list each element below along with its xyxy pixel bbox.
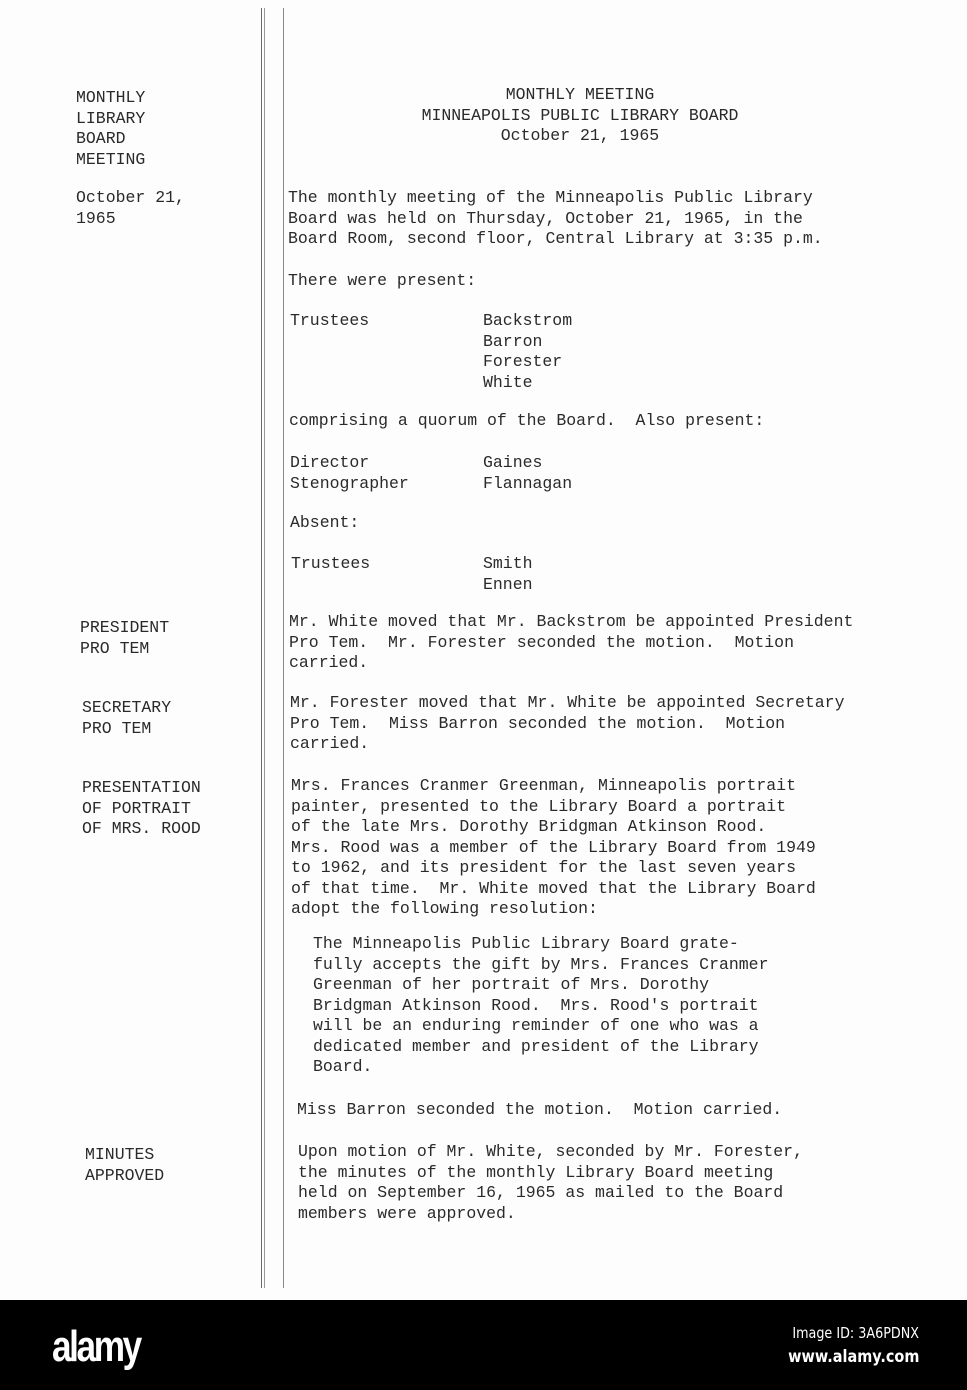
- text-line: dedicated member and president of the Library: [313, 1036, 759, 1056]
- text-line: Stenographer: [290, 473, 409, 493]
- text-line: to 1962, and its president for the last seven years: [291, 858, 796, 877]
- margin-note-minutes: [85, 1145, 164, 1186]
- paragraph-portrait: [291, 776, 816, 920]
- text-line: LIBRARY: [76, 108, 146, 128]
- staff-names: [483, 453, 572, 494]
- margin-rule: [283, 8, 284, 1288]
- margin-note-president: [80, 618, 169, 659]
- text-line: of the late Mrs. Dorothy Bridgman Atkinson Rood.: [291, 817, 767, 836]
- text-line: Miss Barron seconded the motion. Motion carried.: [297, 1100, 783, 1119]
- text-line: Bridgman Atkinson Rood. Mrs. Rood's portrait: [313, 995, 759, 1015]
- text-line: MEETING: [76, 149, 146, 169]
- text-line: PRESENTATION: [82, 778, 201, 797]
- paragraph-intro: [288, 188, 823, 250]
- text-line: Greenman of her portrait of Mrs. Dorothy: [313, 975, 710, 994]
- document-title: [390, 85, 770, 147]
- text-line: Mr. White moved that Mr. Backstrom be appointed President: [289, 612, 854, 631]
- quorum-text: [289, 411, 764, 432]
- text-line: carried.: [289, 653, 369, 672]
- text-line: Gaines: [483, 453, 543, 472]
- text-line: will be an enduring reminder of one who was a: [313, 1016, 759, 1035]
- text-line: Mrs. Frances Cranmer Greenman, Minneapolis portrait: [291, 776, 796, 795]
- text-line: held on September 16, 1965 as mailed to the Board: [298, 1183, 784, 1202]
- paragraph-seconded: [297, 1100, 782, 1121]
- text-line: SECRETARY: [82, 698, 172, 717]
- text-line: There were present:: [288, 271, 477, 290]
- text-line: Absent:: [290, 513, 360, 532]
- image-id: Image ID: 3A6PDNX: [792, 1324, 919, 1342]
- text-line: Upon motion of Mr. White, seconded by Mr. Forester,: [298, 1142, 803, 1161]
- text-line: PRESIDENT: [80, 618, 170, 637]
- text-line: Barron: [483, 331, 543, 351]
- text-line: Trustees: [291, 554, 371, 573]
- text-line: The Minneapolis Public Library Board grate-: [313, 934, 739, 953]
- text-line: The monthly meeting of the Minneapolis Public Library: [288, 188, 813, 207]
- absent-label: [290, 513, 359, 534]
- text-line: painter, presented to the Library Board a portrait: [291, 796, 787, 816]
- margin-rule: [261, 8, 262, 1288]
- text-line: Board was held on Thursday, October 21, 1965, in the: [288, 208, 803, 228]
- text-line: MINNEAPOLIS PUBLIC LIBRARY BOARD: [421, 105, 739, 125]
- margin-note-meeting: [76, 88, 145, 170]
- text-line: OF PORTRAIT: [82, 798, 191, 818]
- text-line: Mr. Forester moved that Mr. White be appointed Secretary: [290, 693, 845, 712]
- text-line: Board.: [313, 1057, 373, 1076]
- alamy-logo: alamy: [52, 1322, 140, 1371]
- trustees-label: [290, 311, 369, 332]
- text-line: OF MRS. ROOD: [82, 819, 201, 838]
- text-line: Backstrom: [483, 311, 573, 330]
- text-line: Director: [290, 453, 370, 472]
- text-line: Pro Tem. Mr. Forester seconded the motion. Motion: [289, 632, 794, 652]
- text-line: Flannagan: [483, 473, 573, 493]
- staff-roles: [290, 453, 409, 494]
- text-line: of that time. Mr. White moved that the Library Board: [291, 878, 816, 898]
- text-line: comprising a quorum of the Board. Also present:: [289, 411, 765, 430]
- margin-note-date: [76, 188, 185, 229]
- text-line: Forester: [483, 352, 563, 371]
- paragraph-president: [289, 612, 853, 674]
- text-line: PRO TEM: [80, 638, 150, 658]
- trustees-list: [483, 311, 572, 393]
- text-line: the minutes of the monthly Library Board meeting: [298, 1162, 774, 1182]
- text-line: BOARD: [76, 129, 126, 148]
- text-line: adopt the following resolution:: [291, 899, 598, 918]
- margin-note-portrait: [82, 778, 201, 840]
- margin-rule: [264, 8, 265, 1288]
- site-url: www.alamy.com: [787, 1347, 919, 1367]
- text-line: fully accepts the gift by Mrs. Frances Cranmer: [313, 954, 769, 974]
- absent-trustees-label: [291, 554, 370, 575]
- text-line: Mrs. Rood was a member of the Library Board from 1949: [291, 837, 816, 857]
- text-line: 1965: [76, 208, 116, 228]
- text-line: Smith: [483, 554, 533, 573]
- text-line: October 21, 1965: [500, 126, 660, 145]
- text-line: PRO TEM: [82, 718, 152, 738]
- text-line: members were approved.: [298, 1203, 516, 1223]
- resolution-text: [313, 934, 768, 1078]
- text-line: White: [483, 372, 533, 392]
- text-line: Board Room, second floor, Central Library at 3:35 p.m.: [288, 229, 823, 248]
- watermark-footer: [0, 1300, 967, 1390]
- present-label: [288, 271, 476, 292]
- text-line: APPROVED: [85, 1165, 165, 1185]
- text-line: Ennen: [483, 574, 533, 594]
- text-line: MONTHLY: [76, 88, 146, 107]
- margin-note-secretary: [82, 698, 171, 739]
- text-line: Trustees: [290, 311, 370, 330]
- paragraph-minutes: [298, 1142, 803, 1224]
- text-line: MINUTES: [85, 1145, 155, 1164]
- text-line: Pro Tem. Miss Barron seconded the motion. Motion: [290, 713, 786, 733]
- paragraph-secretary: [290, 693, 845, 755]
- text-line: carried.: [290, 734, 370, 753]
- absent-trustees-list: [483, 554, 533, 595]
- text-line: October 21,: [76, 188, 185, 207]
- text-line: MONTHLY MEETING: [505, 85, 655, 104]
